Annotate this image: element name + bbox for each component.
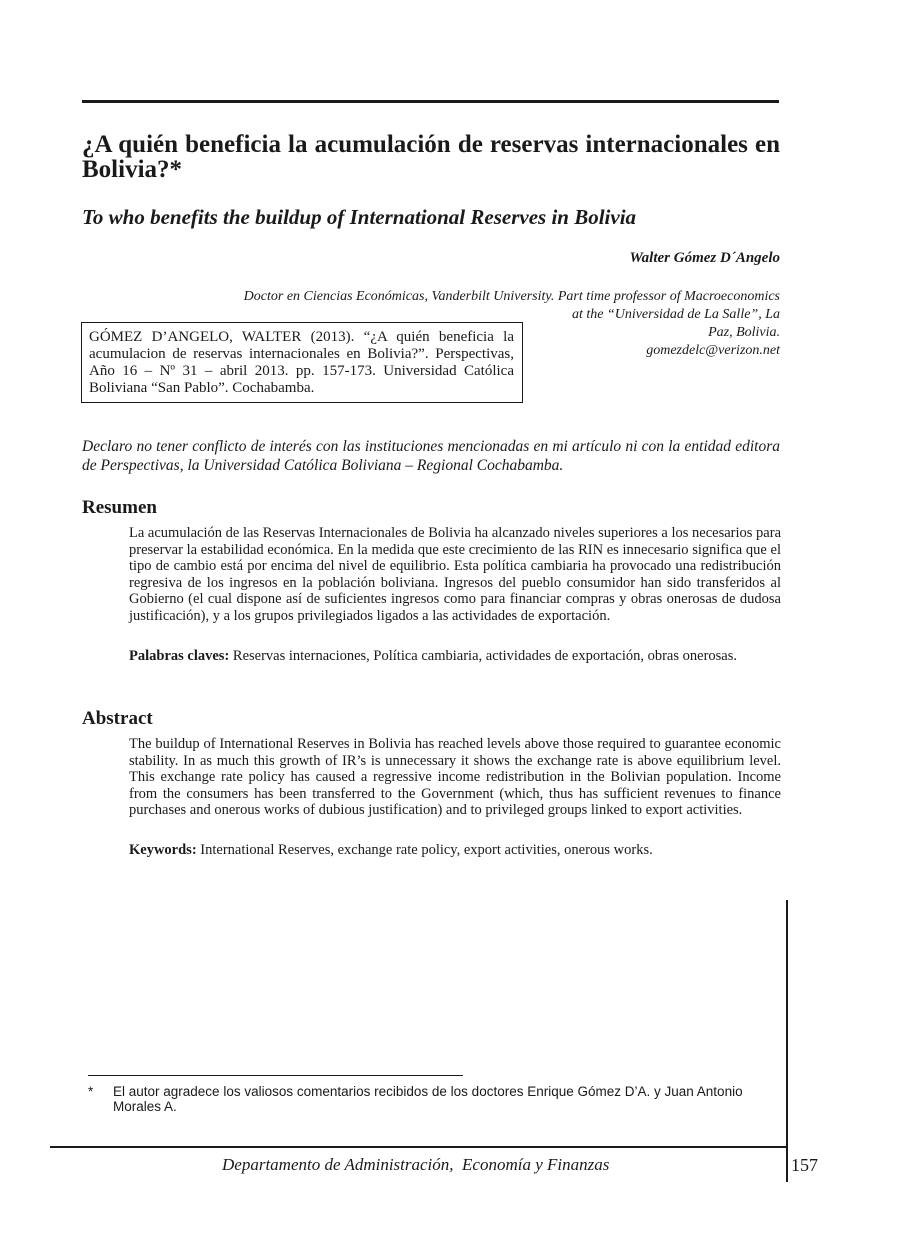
keywords-text: International Reserves, exchange rate policy, export activities, onerous works. — [196, 842, 653, 858]
author-email: gomezdelc@verizon.net — [646, 343, 780, 358]
abstract-heading: Abstract — [82, 708, 153, 729]
margin-vertical-rule — [786, 900, 788, 1182]
resumen-heading: Resumen — [82, 497, 157, 518]
keywords-label: Keywords: — [129, 842, 197, 858]
footer-department: Departamento de Administración, Economía y Finanzas — [222, 1155, 610, 1174]
affiliation-line: Doctor en Ciencias Económicas, Vanderbilt University. Part time professor of Macroeconomics — [243, 289, 780, 304]
keywords-text: Reservas internaciones, Política cambiaria, actividades de exportación, obras onerosas. — [229, 648, 738, 664]
affiliation-line: at the “Universidad de La Salle”, La — [571, 307, 780, 322]
footnote-text: El autor agradece los valiosos comentarios recibidos de los doctores Enrique Gómez D’A. y Juan Antonio Morales A. — [113, 1084, 743, 1114]
article-subtitle: To who benefits the buildup of International Reserves in Bolivia — [82, 205, 637, 229]
affiliation-line: Paz, Bolivia. — [708, 325, 780, 340]
abstract-body: The buildup of International Reserves in Bolivia has reached levels above those required to guarantee economic stability. In as much this growth of IR’s is unnecessary it shows the exchange rate is above equilibrium level. This exchange rate policy has caused a regressive income redistribution in the Bolivian population. Income from the consumers has been transferred to the Government (which, thus has sufficient revenues to finance purchases and onerous works of dubious justification) and to privileged groups linked to export activities. — [129, 736, 781, 818]
author-name: Walter Gómez D´Angelo — [629, 250, 780, 266]
citation-box: GÓMEZ D’ANGELO, WALTER (2013). “¿A quién beneficia la acumulacion de reservas internacionales en Bolivia?”. Perspectivas, Año 16 – Nº 31 – abril 2013. pp. 157-173. Universidad Católica Boliviana “San Pablo”. Cochabamba. — [81, 322, 523, 403]
abstract-keywords — [129, 842, 781, 859]
footnote-mark: * — [88, 1084, 94, 1099]
resumen-body: La acumulación de las Reservas Internacionales de Bolivia ha alcanzado niveles superiores a los necesarios para preservar la estabilidad económica. En la medida que este crecimiento de las RIN es innecesario significa que el tipo de cambio está por encima del nivel de equilibrio. Esta política cambiaria ha provocado una redistribución regresiva de los ingresos en la población boliviana. Ingresos del pueblo consumidor han sido transferidos al Gobierno (el cual dispone así de suficientes ingresos como para financiar compras y obras onerosas de dudosa justificación), y a los grupos privilegiados ligados a las actividades de exportación. — [129, 525, 781, 624]
resumen-keywords — [129, 648, 781, 665]
page-number: 157 — [791, 1155, 818, 1175]
top-rule — [82, 100, 779, 103]
footer-rule — [50, 1146, 787, 1148]
keywords-label: Palabras claves: — [129, 648, 230, 664]
article-title: ¿A quién beneficia la acumulación de reservas internacionales en Bolivia?* — [82, 131, 780, 183]
footnote-separator — [88, 1075, 463, 1076]
conflict-declaration: Declaro no tener conflicto de interés con las instituciones mencionadas en mi artículo ni con la entidad editora de Perspectivas, la Universidad Católica Boliviana – Regional Cochabamba. — [82, 438, 780, 474]
